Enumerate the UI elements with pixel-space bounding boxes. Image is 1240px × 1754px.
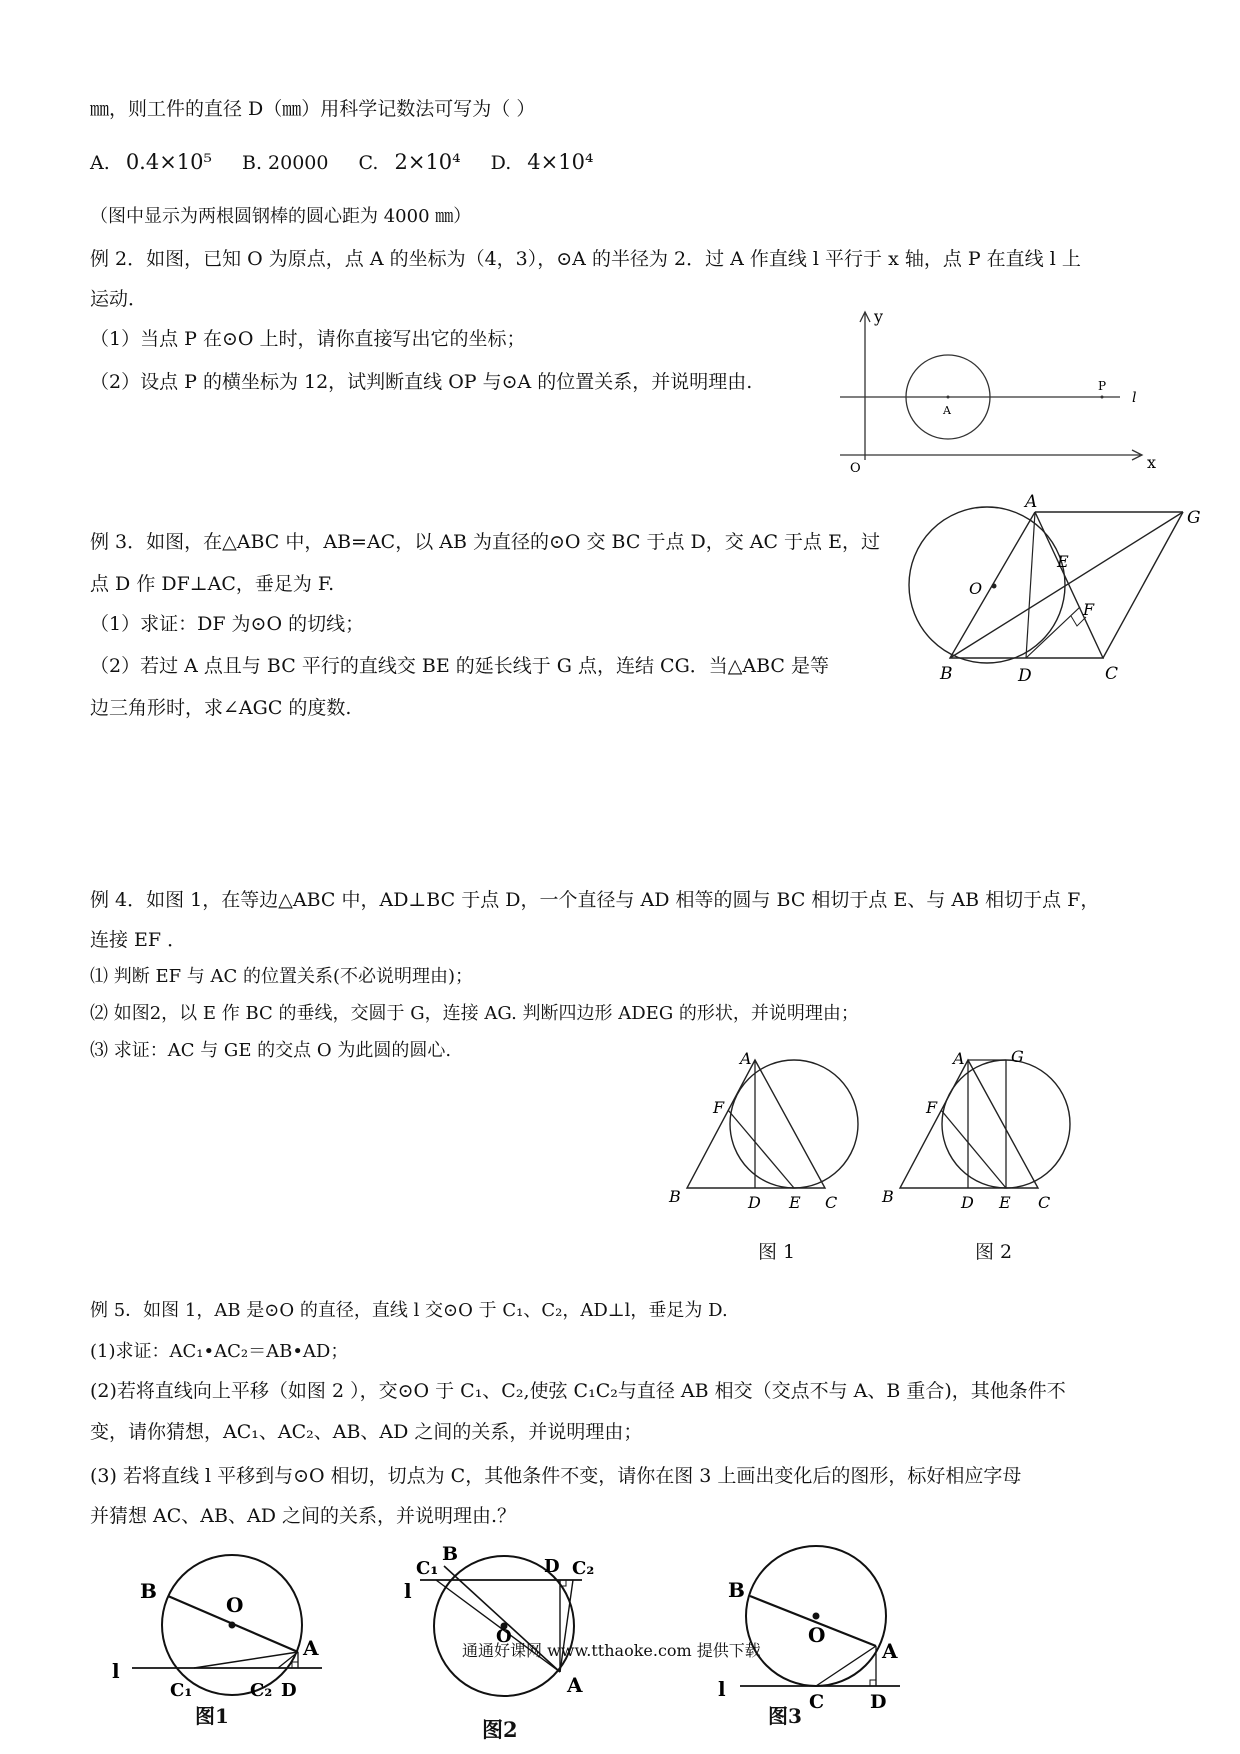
ex4-fig2-label-c: C — [1038, 1193, 1051, 1212]
ex5-fig1-label-c1: C₁ — [170, 1680, 193, 1701]
ex5-fig3-label-b: B — [728, 1578, 745, 1602]
ex3-label-d: D — [1018, 666, 1032, 686]
ex4-fig1-label-e: E — [789, 1193, 801, 1212]
ex5-fig3-label-o: O — [808, 1623, 826, 1647]
ex5-fig1-line-ac1 — [194, 1652, 298, 1668]
ex4-fig2-triangle-abc — [900, 1060, 1038, 1188]
ex1-option-c-value: 2×10⁴ — [394, 150, 461, 174]
ex3-label-o: O — [969, 579, 983, 598]
ex4-fig1-triangle-abc — [687, 1060, 825, 1188]
ex4-stem-line2: 连接 EF ． — [90, 929, 187, 951]
ex5-fig1-label-b: B — [140, 1579, 157, 1603]
ex3-label-g: G — [1187, 508, 1201, 528]
ex5-fig1-point-o — [229, 1622, 236, 1629]
ex3-line-gc — [1103, 512, 1183, 658]
ex5-fig3-point-o — [813, 1613, 820, 1620]
ex4-fig1-label-d: D — [748, 1193, 761, 1212]
ex3-point-o — [992, 584, 997, 589]
footer-watermark: 通通好课网 www.tthaoke.com 提供下载 — [462, 1641, 761, 1660]
ex2-point-a — [947, 396, 950, 399]
ex4-caption-fig2: 图 2 — [975, 1241, 1013, 1263]
ex5-fig3-right-angle — [870, 1680, 876, 1686]
ex3-circle-figure — [905, 492, 1205, 695]
ex4-fig2-label-g: G — [1011, 1047, 1024, 1066]
ex4-fig2-label-e: E — [999, 1193, 1011, 1212]
ex3-label-a: A — [1025, 492, 1038, 512]
ex2-stem-line1: 例 2．如图，已知 O 为原点，点 A 的坐标为（4，3），⊙A 的半径为 2．过 A 作直线 l 平行于 x 轴，点 P 在直线 l 上 — [90, 248, 1081, 270]
ex5-caption-fig1: 图1 — [195, 1704, 229, 1728]
ex4-stem-line1: 例 4．如图 1，在等边△ABC 中，AD⊥BC 于点 D，一个直径与 AD 相等的圆与 BC 相切于点 E、与 AB 相切于点 F， — [90, 889, 1100, 911]
ex2-point-p — [1101, 396, 1104, 399]
ex5-fig2-label-o: O — [496, 1626, 512, 1647]
ex4-figure-2 — [878, 1047, 1098, 1215]
ex5-fig2-label-c1: C₁ — [416, 1558, 439, 1579]
ex4-fig2-label-b: B — [882, 1187, 894, 1206]
ex4-fig2-label-f: F — [926, 1098, 938, 1117]
ex5-fig2-label-c2: C₂ — [572, 1558, 595, 1579]
ex3-question-2b: 边三角形时，求∠AGC 的度数. — [90, 697, 352, 719]
ex4-figure-1 — [665, 1050, 885, 1215]
ex1-options — [90, 148, 593, 177]
ex5-stem: 例 5．如图 1，AB 是⊙O 的直径，直线 l 交⊙O 于 C₁、C₂，AD⊥l，垂足为 D. — [90, 1300, 728, 1321]
ex5-question-2b: 变，请你猜想，AC₁、AC₂、AB、AD 之间的关系，并说明理由； — [90, 1421, 643, 1443]
ex2-question-1: （1）当点 P 在⊙O 上时，请你直接写出它的坐标； — [90, 328, 526, 350]
ex2-label-y: y — [874, 307, 884, 326]
ex3-question-2a: （2）若过 A 点且与 BC 平行的直线交 BE 的延长线于 G 点，连结 CG．当△ABC 是等 — [90, 655, 829, 677]
ex1-option-a-label: A. — [90, 152, 110, 174]
ex5-fig1-label-c2: C₂ — [250, 1680, 273, 1701]
ex1-option-d-label: D. — [490, 152, 512, 174]
ex4-fig1-line-ef — [728, 1110, 794, 1188]
ex4-question-3: ⑶ 求证：AC 与 GE 的交点 O 为此圆的圆心. — [90, 1040, 452, 1061]
ex4-fig1-circle — [730, 1060, 858, 1188]
ex2-label-x: x — [1147, 453, 1157, 472]
ex5-fig3-label-a: A — [882, 1639, 898, 1663]
ex2-stem-line2: 运动． — [90, 288, 148, 310]
ex4-fig1-label-b: B — [669, 1187, 681, 1206]
ex2-label-l: l — [1132, 390, 1137, 406]
ex4-fig2-line-ef — [941, 1110, 1006, 1188]
ex3-line-bg — [950, 512, 1183, 658]
ex5-fig3-label-c: C — [809, 1691, 825, 1713]
ex4-fig1-label-a: A — [740, 1049, 752, 1068]
ex5-fig2-label-l: l — [404, 1579, 412, 1603]
ex5-fig1-label-d: D — [281, 1680, 297, 1701]
ex5-question-3a: (3) 若将直线 l 平移到与⊙O 相切，切点为 C，其他条件不变，请你在图 3 上画出变化后的图形，标好相应字母 — [90, 1465, 1022, 1487]
ex4-fig1-label-c: C — [825, 1193, 838, 1212]
ex2-label-a: A — [943, 404, 951, 417]
ex2-question-2: （2）设点 P 的横坐标为 12，试判断直线 OP 与⊙A 的位置关系，并说明理由. — [90, 371, 753, 393]
ex5-fig1-label-l: l — [112, 1659, 120, 1683]
ex5-fig1-label-o: O — [226, 1593, 244, 1617]
ex1-option-a-value: 0.4×10⁵ — [125, 150, 212, 174]
ex1-note: （图中显示为两根圆钢棒的圆心距为 4000 ㎜） — [90, 206, 472, 227]
ex3-line-df — [1026, 607, 1080, 658]
ex5-fig2-label-d: D — [544, 1556, 560, 1577]
ex2-label-o: O — [850, 461, 861, 476]
ex3-circle-o — [909, 507, 1065, 663]
ex4-caption-fig1: 图 1 — [758, 1241, 796, 1263]
ex5-fig1-right-angle — [292, 1662, 298, 1668]
ex3-line-ad — [1026, 512, 1035, 658]
ex4-question-1: ⑴ 判断 EF 与 AC 的位置关系(不必说明理由)； — [90, 966, 474, 987]
ex3-label-f: F — [1083, 600, 1095, 619]
ex4-fig2-label-d: D — [961, 1193, 974, 1212]
ex4-fig1-label-f: F — [713, 1098, 725, 1117]
ex5-caption-fig3: 图3 — [768, 1704, 802, 1728]
ex1-option-b: B. 20000 — [242, 152, 329, 174]
ex5-question-2a: (2)若将直线向上平移（如图 2 ），交⊙O 于 C₁、C₂,使弦 C₁C₂与直径 AB 相交（交点不与 A、B 重合)，其他条件不 — [90, 1380, 1066, 1402]
ex3-label-e: E — [1057, 552, 1069, 571]
ex5-question-1: (1)求证：AC₁•AC₂＝AB•AD； — [90, 1341, 349, 1362]
ex1-question-continuation: ㎜，则工件的直径 D（㎜）用科学记数法可写为（ ） — [90, 98, 536, 120]
ex5-fig3-label-d: D — [870, 1691, 887, 1713]
ex5-fig3-label-l: l — [718, 1677, 726, 1701]
ex2-coordinate-figure — [820, 300, 1160, 480]
ex3-stem-line1: 例 3．如图，在△ABC 中，AB=AC，以 AB 为直径的⊙O 交 BC 于点 D，交 AC 于点 E，过 — [90, 531, 880, 553]
ex5-question-3b: 并猜想 AC、AB、AD 之间的关系，并说明理由.？ — [90, 1505, 517, 1527]
ex3-label-b: B — [940, 664, 953, 684]
ex5-fig1-label-a: A — [303, 1636, 319, 1660]
ex5-fig2-label-b: B — [442, 1543, 459, 1565]
ex5-caption-fig2: 图2 — [482, 1717, 518, 1742]
ex1-option-d-value: 4×10⁴ — [527, 150, 594, 174]
ex3-stem-line2: 点 D 作 DF⊥AC，垂足为 F. — [90, 573, 335, 595]
ex3-question-1: （1）求证：DF 为⊙O 的切线； — [90, 613, 365, 635]
ex1-option-c-label: C. — [358, 152, 379, 174]
ex2-label-p: P — [1098, 379, 1107, 393]
ex5-fig2-label-a: A — [567, 1673, 583, 1697]
ex4-question-2: ⑵ 如图2，以 E 作 BC 的垂线，交圆于 G，连接 AG. 判断四边形 ADEG 的形状，并说明理由； — [90, 1003, 859, 1024]
ex3-label-c: C — [1105, 664, 1119, 684]
ex4-fig2-label-a: A — [953, 1049, 965, 1068]
